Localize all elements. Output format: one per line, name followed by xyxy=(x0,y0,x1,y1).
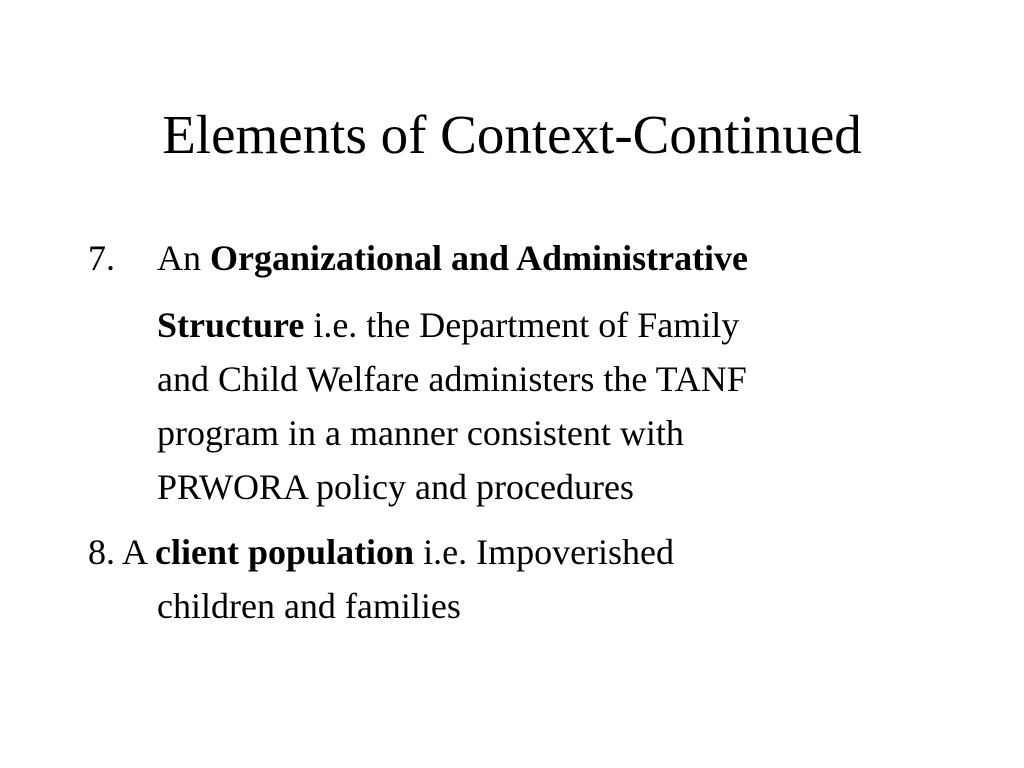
list-item-7-desc-2: and Child Welfare administers the TANF xyxy=(157,359,747,399)
list-item-8-desc-2: children and families xyxy=(157,586,461,626)
list-item-8-intro: A xyxy=(122,532,147,572)
list-item-7-term-part-2: Structure xyxy=(157,305,305,345)
list-item-7-number: 7. xyxy=(88,238,115,278)
list-item-7-desc-1: i.e. the Department of Family xyxy=(313,305,740,345)
slide-title: Elements of Context-Continued xyxy=(162,104,862,165)
list-item-7-line-2 xyxy=(157,303,739,347)
list-item-8-line-1 xyxy=(88,530,674,574)
list-item-7-term-part-1: Organizational and Administrative xyxy=(210,238,749,278)
list-item-7-desc-4: PRWORA policy and procedures xyxy=(157,467,634,507)
list-item-8-number: 8. xyxy=(88,532,115,572)
list-item-7-desc-3: program in a manner consistent with xyxy=(157,413,684,453)
list-item-8-desc-1: i.e. Impoverished xyxy=(423,532,675,572)
list-item-7-line-1 xyxy=(157,236,748,280)
list-item-7-intro: An xyxy=(157,238,201,278)
list-item-8-term: client population xyxy=(155,532,415,572)
